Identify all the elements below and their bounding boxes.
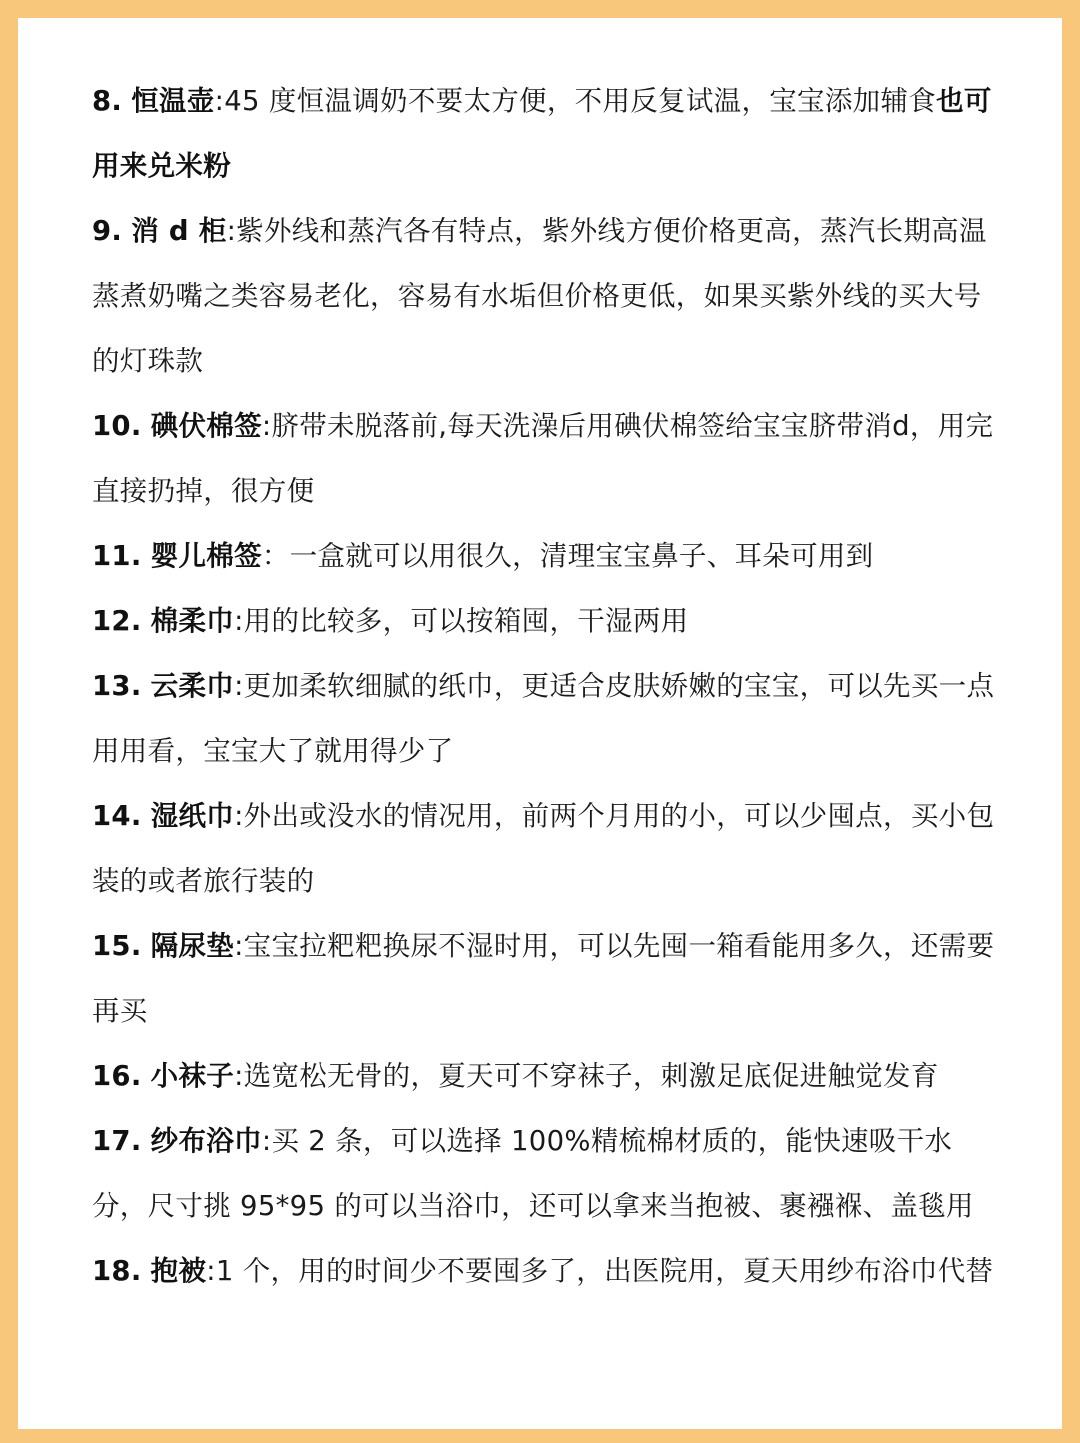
item-label: 纱布浴巾 xyxy=(150,1125,262,1157)
item-label: 消 d 柜 xyxy=(131,215,227,247)
list-item-11 xyxy=(92,524,1002,589)
item-number: 11. xyxy=(92,540,142,572)
item-separator: : xyxy=(206,1255,216,1287)
item-description: 外出或没水的情况用，前两个月用的小，可以少囤点，买小包装的或者旅行装的 xyxy=(92,800,995,897)
item-separator: : xyxy=(234,1060,244,1092)
list-item-8 xyxy=(92,69,1002,199)
item-separator: : xyxy=(234,605,244,637)
document-page xyxy=(18,18,1062,1429)
item-separator: : xyxy=(261,1125,272,1157)
item-number: 14. xyxy=(92,800,142,832)
list-item-15 xyxy=(92,914,1002,1044)
item-label: 隔尿垫 xyxy=(150,930,235,962)
item-separator: : xyxy=(234,930,244,962)
item-label: 碘伏棉签 xyxy=(150,410,262,442)
item-number: 16. xyxy=(92,1060,142,1092)
item-separator: : xyxy=(226,215,237,247)
item-number: 12. xyxy=(92,605,142,637)
item-number: 9. xyxy=(92,215,123,247)
item-label: 小袜子 xyxy=(150,1060,235,1092)
item-description: 更加柔软细腻的纸巾，更适合皮肤娇嫩的宝宝，可以先买一点用用看，宝宝大了就用得少了 xyxy=(92,670,995,767)
item-separator: : xyxy=(234,800,244,832)
list-item-14 xyxy=(92,784,1002,914)
item-description: 买 2 条，可以选择 100%精梳棉材质的，能快速吸干水分，尺寸挑 95*95 的可以当浴巾，还可以拿来当抱被、裹襁褓、盖毯用 xyxy=(92,1125,974,1222)
list-item-12 xyxy=(92,589,1002,654)
list-item-18 xyxy=(92,1239,1002,1304)
list-item-17 xyxy=(92,1109,1002,1239)
list-item-16 xyxy=(92,1044,1002,1109)
item-number: 18. xyxy=(92,1255,142,1287)
item-description: 紫外线和蒸汽各有特点，紫外线方便价格更高，蒸汽长期高温蒸煮奶嘴之类容易老化，容易有水垢但价格更低，如果买紫外线的买大号的灯珠款 xyxy=(92,215,987,377)
item-separator: : xyxy=(214,85,225,117)
item-description-bold: 也可用来兑米粉 xyxy=(92,85,992,182)
item-description: 45 度恒温调奶不要太方便，不用反复试温，宝宝添加辅食 xyxy=(224,85,937,117)
item-number: 13. xyxy=(92,670,142,702)
item-label: 棉柔巾 xyxy=(150,605,235,637)
item-label: 湿纸巾 xyxy=(150,800,235,832)
item-label: 抱被 xyxy=(150,1255,207,1287)
item-description: 选宽松无骨的，夏天可不穿袜子，刺激足底促进触觉发育 xyxy=(243,1060,939,1092)
item-number: 10. xyxy=(92,410,142,442)
item-number: 17. xyxy=(92,1125,142,1157)
item-separator: : xyxy=(234,670,244,702)
list-item-10 xyxy=(92,394,1002,524)
item-description: 脐带未脱落前,每天洗澡后用碘伏棉签给宝宝脐带消d，用完直接扔掉，很方便 xyxy=(92,410,994,507)
item-label: 婴儿棉签 xyxy=(150,540,262,572)
item-description: 1 个，用的时间少不要囤多了，出医院用，夏天用纱布浴巾代替 xyxy=(215,1255,994,1287)
list-item-13 xyxy=(92,654,1002,784)
item-description: 一盒就可以用很久，清理宝宝鼻子、耳朵可用到 xyxy=(289,540,874,572)
item-label: 恒温壶 xyxy=(131,85,215,117)
item-separator: ： xyxy=(261,540,290,572)
item-label: 云柔巾 xyxy=(150,670,235,702)
item-separator: : xyxy=(261,410,272,442)
item-description: 宝宝拉粑粑换尿不湿时用，可以先囤一箱看能用多久，还需要再买 xyxy=(92,930,995,1027)
item-number: 15. xyxy=(92,930,142,962)
item-description: 用的比较多，可以按箱囤，干湿两用 xyxy=(243,605,689,637)
item-number: 8. xyxy=(92,85,123,117)
list-item-9 xyxy=(92,199,1002,394)
